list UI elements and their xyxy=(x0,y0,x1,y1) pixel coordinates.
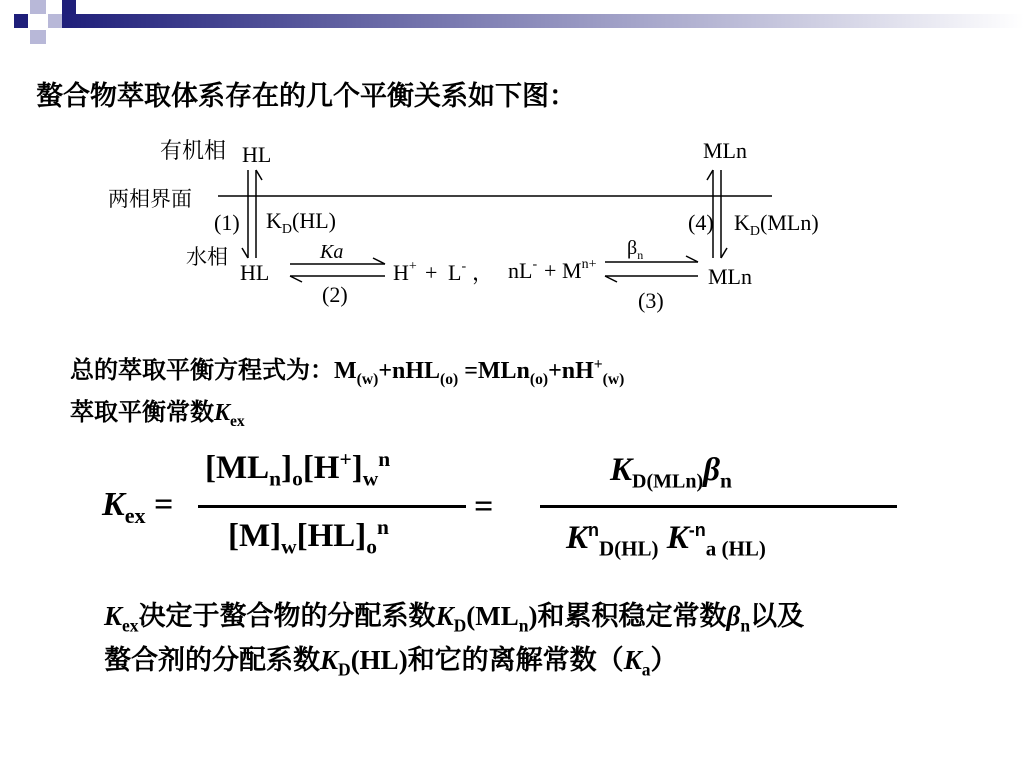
kd-hl-label xyxy=(266,208,336,237)
concl-k: K xyxy=(104,601,123,631)
concl-beta: β xyxy=(726,601,741,631)
concl-k-sub: ex xyxy=(122,615,139,636)
eq-h-sup: + xyxy=(593,356,603,373)
fraction1-denominator xyxy=(228,515,389,559)
nl-charge: - xyxy=(532,257,538,272)
den1-b-sub: o xyxy=(366,534,378,559)
arrowhead xyxy=(605,276,617,282)
fraction1-numerator xyxy=(205,447,391,491)
deco-square-light xyxy=(48,14,62,28)
formula-eq1: = xyxy=(154,486,174,523)
arrowhead xyxy=(242,248,248,258)
num2-k: K xyxy=(610,452,633,488)
formula-k-sub: ex xyxy=(124,502,146,528)
fraction1-bar xyxy=(198,505,466,508)
kd-mln-label xyxy=(734,210,819,239)
num2-beta-sub: n xyxy=(720,468,732,493)
kd-hl-k: K xyxy=(266,208,282,233)
formula-k: K xyxy=(102,486,125,523)
m-charge: n+ xyxy=(581,257,597,272)
step-3: (3) xyxy=(638,288,664,313)
num1-d: ] xyxy=(351,450,363,486)
deco-square-navy xyxy=(14,14,28,28)
arrowhead xyxy=(290,276,302,282)
den1-a-sub: w xyxy=(281,534,297,559)
arrowhead xyxy=(256,170,262,180)
equilibrium-diagram xyxy=(100,130,840,330)
concl-kd: K xyxy=(435,601,454,631)
num1-b-sub: o xyxy=(292,466,303,491)
eq-m: M xyxy=(334,358,357,384)
concl-paren-sub: n xyxy=(518,615,529,636)
eq-h-sub: (w) xyxy=(602,370,625,388)
eq-nh: +nH xyxy=(548,358,594,384)
eq-mln-sub: (o) xyxy=(529,370,549,388)
concl-text-1: 决定于螯合物的分配系数 xyxy=(138,601,436,632)
kd-hl-sub: D xyxy=(281,222,293,237)
h-plus-charge: + xyxy=(408,259,417,274)
l-minus-symbol: L xyxy=(448,260,462,285)
arrowhead xyxy=(707,170,713,180)
kd-hl-rest: (HL) xyxy=(292,208,336,233)
m-ion xyxy=(562,257,597,283)
den2-k2-sup: -n xyxy=(688,520,706,540)
nl-minus xyxy=(508,257,537,283)
beta-label xyxy=(627,237,643,262)
beta-sub: n xyxy=(637,248,644,262)
deco-square-light xyxy=(30,0,46,14)
concl2-ka-sub: a xyxy=(641,659,651,680)
overall-equation xyxy=(70,350,625,388)
l-minus-charge: - xyxy=(461,259,467,274)
concl2-kd-sub: D xyxy=(338,659,351,680)
constant-k-sub: ex xyxy=(230,412,245,430)
eq-hl-sub: (o) xyxy=(440,370,459,388)
num1-a: [ML xyxy=(205,450,270,486)
concl-text-2: 和累积稳定常数 xyxy=(537,601,727,632)
concl-text-3: 以及 xyxy=(750,601,805,632)
ka-label: Ka xyxy=(320,241,344,263)
den2-k1-sup: n xyxy=(588,520,600,540)
l-minus xyxy=(448,259,466,285)
arrowhead xyxy=(721,248,727,258)
fraction2-numerator xyxy=(610,452,732,493)
nl-symbol: nL xyxy=(508,258,533,283)
concl2-text-2: 和它的离解常数（ xyxy=(407,645,624,676)
den2-k1-sub: D(HL) xyxy=(599,536,659,561)
step-2: (2) xyxy=(322,282,348,307)
den1-b-sup: n xyxy=(377,515,389,539)
concl2-ka: K xyxy=(623,645,642,675)
h-plus xyxy=(393,259,417,285)
concl2-text-1: 螯合剂的分配系数 xyxy=(104,645,320,676)
step-1: (1) xyxy=(214,210,240,235)
num2-k-sub: D(MLn) xyxy=(632,470,704,493)
h-plus-symbol: H xyxy=(393,260,409,285)
eq-m-sub: (w) xyxy=(356,370,379,388)
concl-paren-b: ) xyxy=(528,601,538,631)
label-aqueous-phase: 水相 xyxy=(186,245,228,269)
concl2-close: ） xyxy=(650,645,678,676)
m-symbol: M xyxy=(562,258,582,283)
step-4: (4) xyxy=(688,210,714,235)
num1-d-sup: n xyxy=(378,447,391,471)
label-interface: 两相界面 xyxy=(108,187,192,211)
den1-b: [HL] xyxy=(296,518,367,554)
num1-c-sup: + xyxy=(339,447,352,471)
num2-beta: β xyxy=(703,452,721,488)
fraction2-denominator xyxy=(566,520,766,561)
num1-d-sub: w xyxy=(362,466,379,491)
header-gradient-bar xyxy=(62,14,1024,28)
beta-symbol: β xyxy=(627,237,638,259)
comma: ， xyxy=(472,260,495,285)
conclusion-line-2 xyxy=(104,638,678,680)
num1-c: [H xyxy=(302,450,340,486)
concl-paren-a: (ML xyxy=(466,601,519,631)
kd-mln-sub: D xyxy=(749,224,761,239)
den2-k1: K xyxy=(566,520,589,556)
constant-label xyxy=(70,392,245,430)
hl-aqueous: HL xyxy=(240,260,270,285)
concl-beta-sub: n xyxy=(740,615,751,636)
equation-body xyxy=(334,356,625,388)
deco-square-navy xyxy=(62,0,76,14)
formula-lhs xyxy=(102,486,174,528)
deco-square-light xyxy=(30,30,46,44)
mln-aqueous: MLn xyxy=(708,264,752,289)
constant-label-text: 萃取平衡常数 xyxy=(70,398,214,426)
plus-separator: + xyxy=(425,260,438,285)
kd-mln-rest: (MLn) xyxy=(760,210,819,235)
eq-nhl: +nHL xyxy=(378,358,441,384)
constant-k: K xyxy=(214,400,231,426)
concl-kd-sub: D xyxy=(453,615,467,636)
arrowhead xyxy=(373,258,385,264)
conclusion-line-1 xyxy=(104,594,805,636)
den2-k2-sub: a (HL) xyxy=(705,536,766,561)
hl-organic: HL xyxy=(242,142,272,167)
concl2-kd: K xyxy=(320,645,339,675)
mln-organic: MLn xyxy=(703,138,747,163)
plus-separator-2: + xyxy=(544,258,557,283)
num1-a-sub: n xyxy=(269,466,282,491)
arrowhead xyxy=(686,256,698,262)
den1-a: [M] xyxy=(228,518,282,554)
kd-mln-k: K xyxy=(734,210,750,235)
den2-k2: K xyxy=(666,520,689,556)
eq-mln: =MLn xyxy=(458,358,530,384)
num1-b: ] xyxy=(281,450,293,486)
formula-eq2: = xyxy=(474,488,494,525)
equation-label: 总的萃取平衡方程式为： xyxy=(70,356,334,384)
concl2-hl: (HL) xyxy=(350,645,408,675)
label-organic-phase: 有机相 xyxy=(160,139,227,164)
fraction2-bar xyxy=(540,505,897,508)
slide-title: 螯合物萃取体系存在的几个平衡关系如下图： xyxy=(36,81,576,112)
